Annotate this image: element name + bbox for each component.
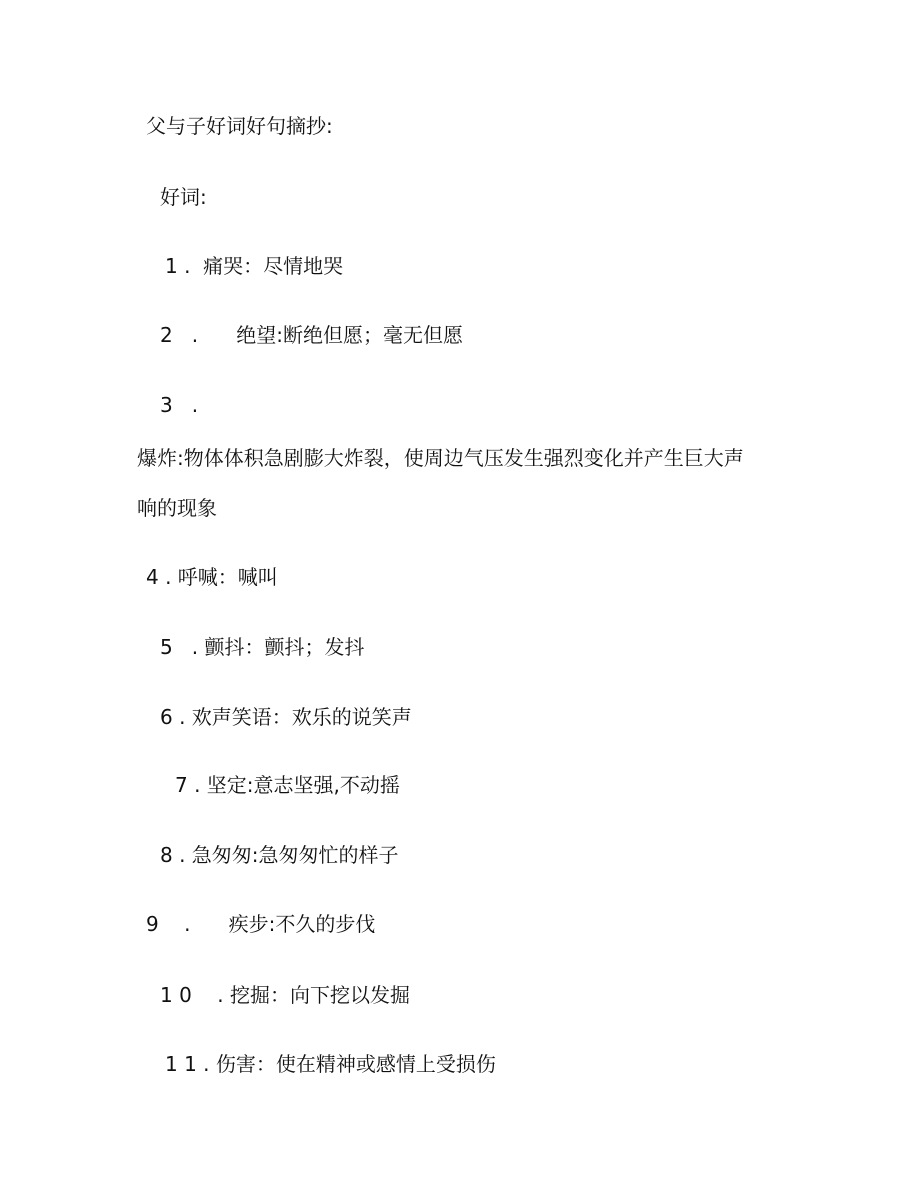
section-heading: 好词:	[160, 185, 207, 209]
vocab-item-7: 7 . 坚定:意志坚强,不动摇	[175, 773, 400, 797]
vocab-item-3-number: 3 .	[160, 393, 199, 417]
vocab-item-6: 6 . 欢声笑语：欢乐的说笑声	[160, 705, 412, 729]
vocab-item-3-text: 爆炸:物体体积急剧膨大炸裂，使周边气压发生强烈变化并产生巨大声	[137, 446, 744, 470]
vocab-item-8: 8 . 急匆匆:急匆匆忙的样子	[160, 843, 399, 867]
document-title: 父与子好词好句摘抄:	[146, 114, 333, 138]
vocab-item-10: 1 0 . 挖掘：向下挖以发掘	[160, 983, 410, 1007]
vocab-item-9: 9 . 疾步:不久的步伐	[146, 912, 376, 936]
vocab-item-2: 2 . 绝望:断绝但愿；毫无但愿	[160, 323, 464, 347]
vocab-item-5: 5 . 颤抖：颤抖；发抖	[160, 635, 365, 659]
vocab-item-4: 4 . 呼喊：喊叫	[146, 565, 278, 589]
vocab-item-1: 1 . 痛哭：尽情地哭	[165, 254, 344, 278]
vocab-item-11: 1 1 . 伤害：使在精神或感情上受损伤	[165, 1052, 496, 1076]
vocab-item-3-text-cont: 响的现象	[137, 496, 217, 520]
